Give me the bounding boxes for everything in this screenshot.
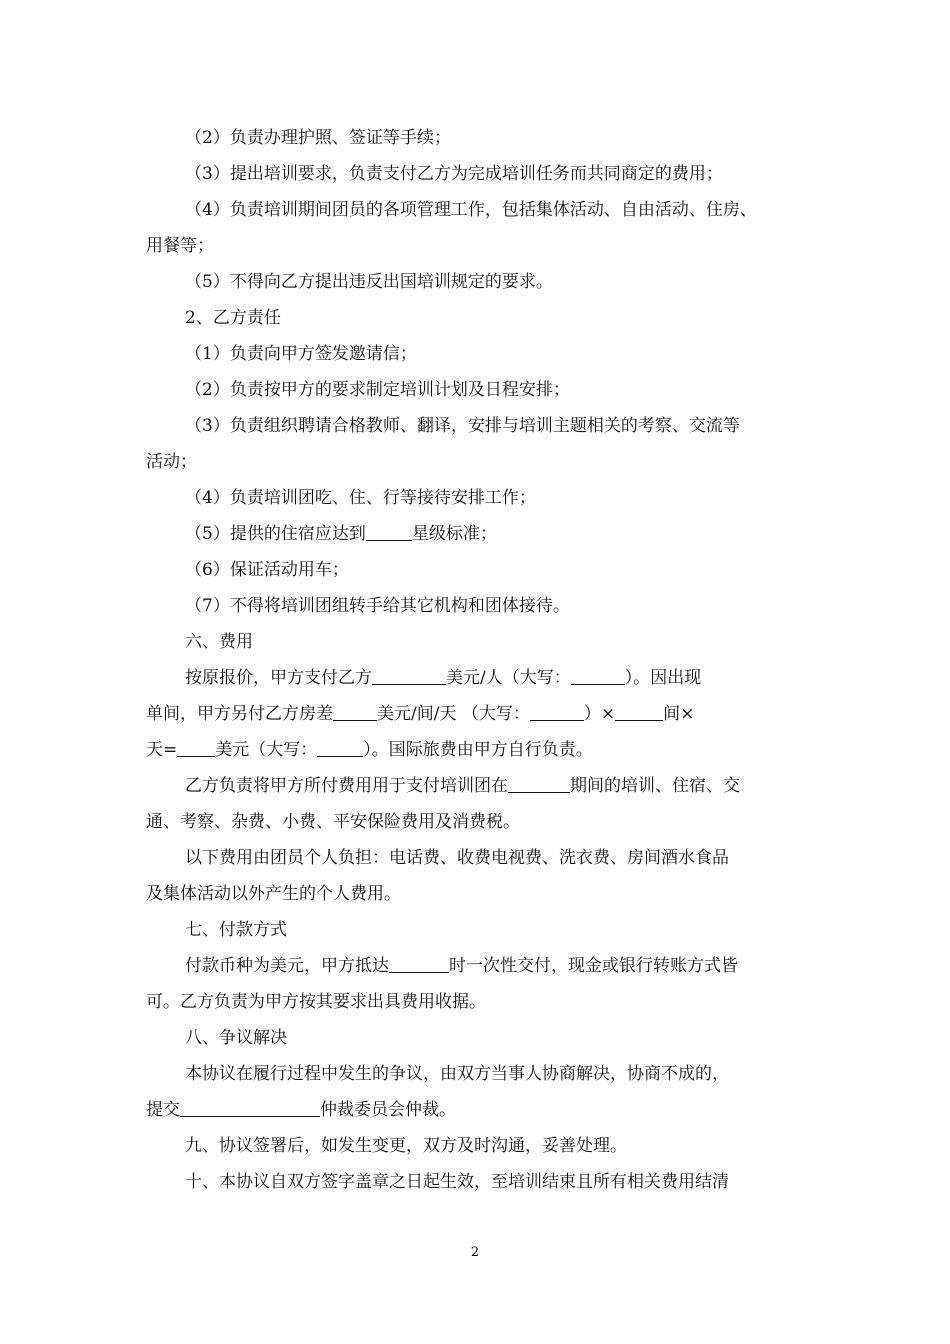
text: （5）不得向乙方提出违反出国培训规定的要求。 [185,272,553,292]
text: （2）负责按甲方的要求制定培训计划及日程安排； [185,380,570,400]
text: 七、付款方式 [185,920,287,940]
text: 星级标准； [411,524,497,544]
text: 2、乙方责任 [185,308,281,328]
text: （3）提出培训要求，负责支付乙方为完成培训任务而共同商定的费用； [185,164,723,184]
blank-field [180,1098,320,1117]
text: 用餐等； [146,236,214,256]
blank-field [389,954,449,973]
blank-field [571,666,625,685]
payment-line-2 [0,990,950,1014]
blank-field [177,738,215,757]
text: 美元（大写： [215,740,318,760]
fees-line-7 [0,882,950,906]
text: ）× [583,704,616,724]
text: （4）负责培训团吃、住、行等接待安排工作； [185,488,536,508]
fees-line-4 [0,774,950,798]
text: （7）不得将培训团组转手给其它机构和团体接待。 [185,596,570,616]
section-ten [0,1170,950,1194]
fees-line-6 [0,846,950,870]
blank-field [530,702,584,721]
blank-field [366,522,412,541]
text: 付款币种为美元，甲方抵达 [185,956,389,976]
text: （1）负责向甲方签发邀请信； [185,344,417,364]
page-number: 2 [470,1245,480,1260]
clause-b7 [0,594,950,618]
text: 九、协议签署后，如发生变更，双方及时沟通，妥善处理。 [185,1136,627,1156]
text: ）。国际旅费由甲方自行负责。 [363,740,593,760]
text: 期间的培训、住宿、交 [570,776,740,796]
blank-field [508,774,570,793]
clause-a5 [0,270,950,294]
text: 可。乙方负责为甲方按其要求出具费用收据。 [146,992,486,1012]
blank-field [615,702,663,721]
dispute-line-2 [0,1098,950,1122]
blank-field [317,738,363,757]
clause-a2 [0,126,950,150]
text: 仲裁委员会仲裁。 [320,1100,456,1120]
fees-line-3 [0,738,950,762]
text: 活动； [146,452,197,472]
text: 六、费用 [185,632,253,652]
heading-party-b-duties [0,306,950,330]
clause-b2 [0,378,950,402]
text: （3）负责组织聘请合格教师、翻译，安排与培训主题相关的考察、交流等 [185,416,740,436]
text: 单间，甲方另付乙方房差 [146,704,333,724]
clause-b3 [0,414,950,438]
text: 间× [663,704,695,724]
text: 乙方负责将甲方所付费用用于支付培训团在 [185,776,508,796]
payment-line-1 [0,954,950,978]
text: （6）保证活动用车； [185,560,349,580]
text: 提交 [146,1100,180,1120]
text: （5）提供的住宿应达到 [185,524,366,544]
clause-b3-cont [0,450,950,474]
clause-b1 [0,342,950,366]
text: 本协议在履行过程中发生的争议，由双方当事人协商解决，协商不成的， [185,1064,729,1084]
text: 按原报价，甲方支付乙方 [185,668,372,688]
section-payment-heading [0,918,950,942]
clause-b4 [0,486,950,510]
text: （2）负责办理护照、签证等手续； [185,128,451,148]
dispute-line-1 [0,1062,950,1086]
text: （4）负责培训期间团员的各项管理工作，包括集体活动、自由活动、住房、 [185,200,757,220]
section-nine [0,1134,950,1158]
fees-line-5 [0,810,950,834]
text: 八、争议解决 [185,1028,287,1048]
text: ）。因出现 [624,668,702,688]
fees-line-2 [0,702,950,726]
text: 十、本协议自双方签字盖章之日起生效，至培训结束且所有相关费用结清 [185,1172,729,1192]
clause-b6 [0,558,950,582]
clause-a4-cont [0,234,950,258]
fees-line-1 [0,666,950,690]
text: 美元/人（大写： [446,668,571,688]
section-dispute-heading [0,1026,950,1050]
blank-field [372,666,446,685]
text: 及集体活动以外产生的个人费用。 [146,884,401,904]
text: 时一次性交付，现金或银行转账方式皆 [449,956,738,976]
text: 通、考察、杂费、小费、平安保险费用及消费税。 [146,812,520,832]
clause-a3 [0,162,950,186]
clause-b5 [0,522,950,546]
text: 以下费用由团员个人负担：电话费、收费电视费、洗衣费、房间酒水食品 [185,848,729,868]
text: 美元/间/天 （大写： [377,704,530,724]
text: 天= [146,740,178,760]
blank-field [333,702,377,721]
clause-a4 [0,198,950,222]
section-fees-heading [0,630,950,654]
